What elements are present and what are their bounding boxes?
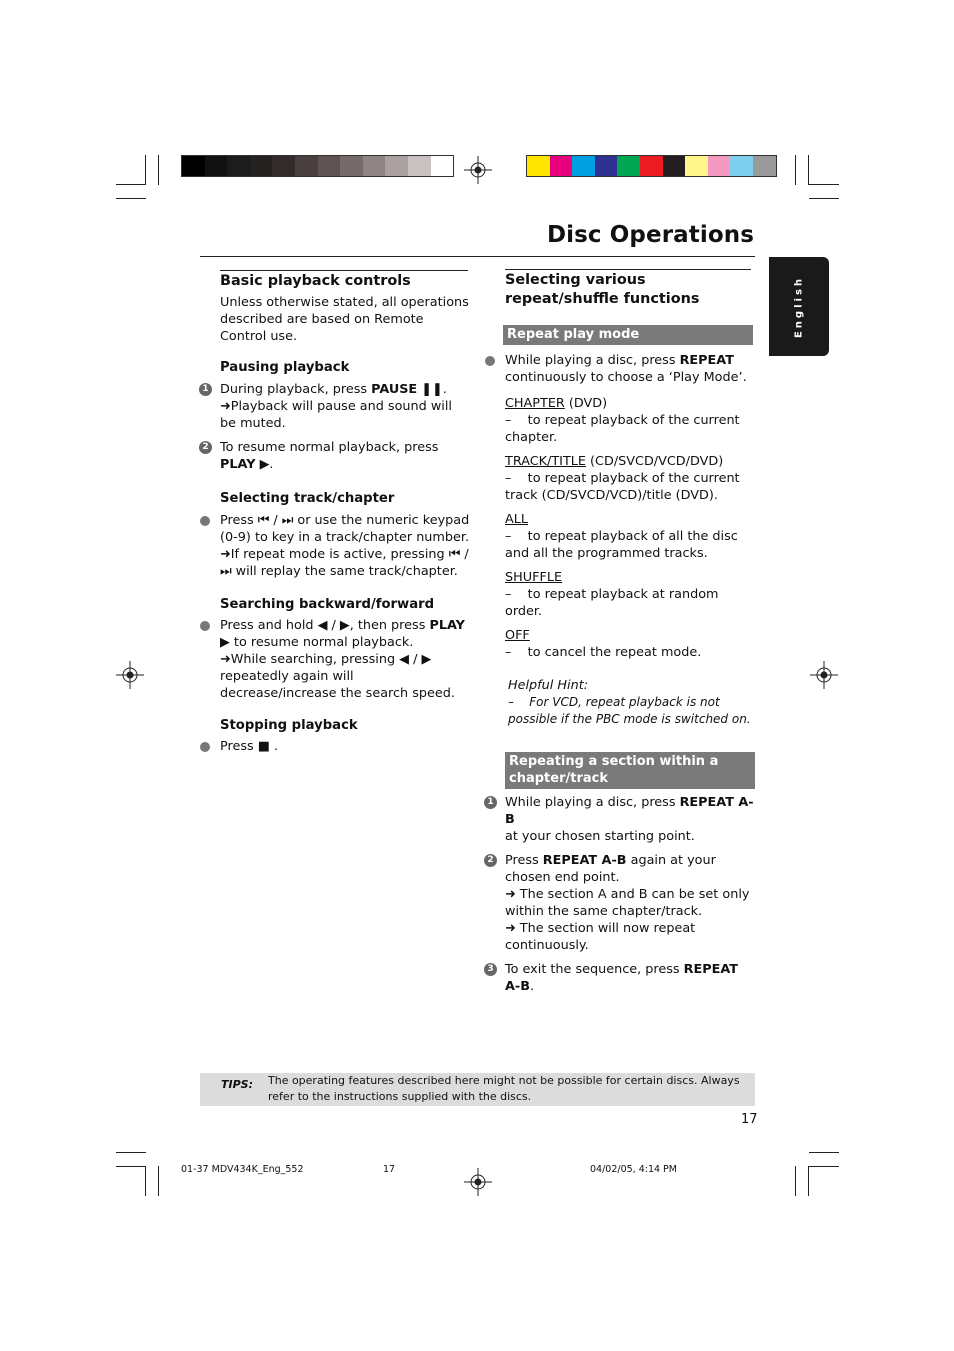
color-swatch [640,156,663,176]
section-rule [220,270,468,271]
crop-mark [116,1166,146,1167]
repeat-mode-desc-text: to repeat playback at random order. [505,587,719,619]
hint-title: Helpful Hint: [508,678,589,693]
step-text: Press [505,853,543,868]
step-number: 2 [484,854,497,867]
step-item [487,852,755,954]
step-result: While searching, pressing [230,652,396,667]
registration-mark-icon [464,156,492,184]
page-number: 17 [741,1112,758,1127]
page-title: Disc Operations [546,222,754,248]
step-text: To exit the sequence, press [505,962,684,977]
crop-mark [808,155,809,185]
color-swatch [730,156,753,176]
color-swatch [182,156,205,176]
repeat-mode-suffix: (CD/SVCD/VCD/DVD) [585,454,724,469]
color-swatch [385,156,408,176]
step-item: 1 During playback, press PAUSE ❚❚. ➜Playback will pause and sound will be muted. [220,381,470,432]
previous-icon: ⏮ [448,547,461,562]
color-swatch [595,156,618,176]
step-item [505,352,755,386]
play-icon: ▶ [259,457,270,472]
crop-mark [158,1166,159,1196]
right-arrow-icon: ▶ [421,652,432,667]
footer-date: 04/02/05, 4:14 PM [590,1164,677,1175]
color-swatch [550,156,573,176]
arrow-icon: ➜ [505,921,520,936]
color-swatch [685,156,708,176]
key-label: PLAY [220,457,256,472]
right-arrow-icon: ▶ [339,618,350,633]
step-item: 2 To resume normal playback, press PLAY ▶. [220,439,470,473]
repeat-mode-desc-text: to repeat playback of the current chapter. [505,413,740,445]
step-item: Press ■ . [220,738,470,755]
bullet-icon [200,621,210,631]
repeat-mode-item [505,511,755,562]
crop-mark [809,1152,839,1153]
step-text: continuously to choose a ‘Play Mode’. [505,370,747,385]
grayscale-calibration-bar [181,155,454,177]
language-tab [769,257,829,356]
arrow-icon: ➜ [220,399,231,414]
registration-mark-icon [464,1168,492,1196]
repeat-mode-title [505,453,755,470]
repeat-mode-name: TRACK/TITLE [505,454,586,469]
color-swatch [205,156,228,176]
crop-mark [795,155,796,185]
key-label: REPEAT [679,353,734,368]
stop-icon: ■ [257,739,270,754]
next-icon: ⏭ [281,513,294,528]
subheading-searching: Searching backward/forward [220,597,435,612]
crop-mark [158,155,159,185]
repeat-mode-desc: – to repeat playback of the current chapter. [505,413,740,445]
step-result: will replay the same track/chapter. [235,564,458,579]
crop-mark [145,1166,146,1196]
left-arrow-icon: ◀ [317,618,328,633]
step-number: 1 [199,383,212,396]
section-heading: Basic playback controls [220,273,411,289]
crop-mark [809,184,839,185]
color-swatch [295,156,318,176]
crop-mark [809,1166,839,1167]
footer-file: 01-37 MDV434K_Eng_552 [181,1164,304,1175]
color-swatch [363,156,386,176]
key-label: REPEAT A-B [505,962,739,994]
color-swatch [408,156,431,176]
hint-body: For VCD, repeat playback is not possible if the PBC mode is switched on. [508,695,751,726]
left-arrow-icon: ◀ [399,652,410,667]
language-tab-label: English [793,275,805,339]
step-item [487,794,755,845]
key-label: REPEAT A-B [542,853,627,868]
step-item [487,961,755,995]
step-text: . [529,979,535,994]
step-result: The section A and B can be set only within the same chapter/track. [505,887,750,919]
repeat-mode-name: OFF [505,628,530,643]
right-column [487,271,755,995]
pause-icon: ❚❚ [421,382,443,397]
hint-text: – For VCD, repeat playback is not possible if the PBC mode is switched on. [508,695,751,726]
step-text: During playback, press [220,382,372,397]
repeat-mode-name: SHUFFLE [505,570,563,585]
step-item: Press ⏮ / ⏭ or use the numeric keypad (0-9) to key in a track/chapter number. ➜If repeat mode is active, pressing ⏮ / ⏭ will replay the same track/chapter. [220,512,470,580]
subheading-stopping: Stopping playback [220,718,358,733]
previous-icon: ⏮ [257,513,270,528]
color-swatch [617,156,640,176]
key-label: PAUSE [371,382,418,397]
step-text: Press and hold [220,618,314,633]
repeat-mode-title [505,395,755,412]
repeat-mode-name: CHAPTER [505,396,565,411]
repeat-mode-list [505,395,755,661]
bullet-icon [200,742,210,752]
color-swatch [663,156,686,176]
section-heading: Selecting various repeat/shuffle functions [505,272,700,307]
step-text: to resume normal playback. [233,635,414,650]
section-band: Repeating a section within a chapter/track [505,752,755,789]
bullet-icon [485,356,495,366]
color-swatch [431,156,454,176]
step-result: repeatedly again will decrease/increase the search speed. [220,669,455,701]
tips-label: TIPS: [221,1078,253,1091]
color-swatch [527,156,550,176]
step-number: 1 [484,796,497,809]
repeat-mode-title [505,627,755,644]
repeat-mode-desc-text: to cancel the repeat mode. [527,645,702,660]
arrow-icon: ➜ [220,547,231,562]
crop-mark [145,155,146,185]
registration-mark-icon [810,661,838,689]
step-text: While playing a disc, press [505,353,680,368]
crop-mark [809,198,839,199]
left-column [202,272,470,755]
color-calibration-bar [526,155,777,177]
repeat-mode-desc: – to repeat playback of the current track (CD/SVCD/VCD)/title (DVD). [505,471,740,503]
repeat-mode-item [505,627,755,661]
crop-mark [116,1152,146,1153]
key-label: REPEAT A-B [505,795,754,827]
repeat-mode-item [505,569,755,620]
arrow-icon: ➜ [505,887,520,902]
crop-mark [795,1166,796,1196]
section-rule [505,269,751,270]
repeat-mode-title [505,569,755,586]
step-item: Press and hold ◀ / ▶, then press PLAY ▶ to resume normal playback. ➜While searching, pressing ◀ / ▶ repeatedly again will decrease/increase the search speed. [220,617,470,702]
step-text: Press [220,739,254,754]
intro-text: Unless otherwise stated, all operations described are based on Remote Control use. [220,295,469,344]
step-text: at your chosen starting point. [505,829,695,844]
step-text: , then press [349,618,430,633]
title-rule [200,256,755,257]
step-number: 3 [484,963,497,976]
repeat-mode-desc: – to repeat playback of all the disc and all the programmed tracks. [505,529,738,561]
crop-mark [808,1166,809,1196]
step-text: While playing a disc, press [505,795,680,810]
play-icon: ▶ [220,635,230,650]
subheading-pausing: Pausing playback [220,360,350,375]
repeat-mode-desc: – to repeat playback at random order. [505,587,719,619]
color-swatch [572,156,595,176]
color-swatch [708,156,731,176]
step-result: If repeat mode is active, pressing [230,547,445,562]
color-swatch [340,156,363,176]
subheading-selecting: Selecting track/chapter [220,491,395,506]
step-text: To resume normal playback, press [220,440,439,455]
footer-page: 17 [383,1164,396,1175]
arrow-icon: ➜ [220,652,231,667]
repeat-mode-desc: – to cancel the repeat mode. [505,645,702,660]
registration-mark-icon [116,661,144,689]
step-result: Playback will pause and sound will be muted. [220,399,452,431]
color-swatch [753,156,776,176]
key-label: PLAY [429,618,465,633]
repeat-mode-suffix: (DVD) [564,396,608,411]
repeat-mode-item [505,453,755,504]
crop-mark [116,198,146,199]
step-result: The section will now repeat continuously. [505,921,696,953]
step-number: 2 [199,441,212,454]
next-icon: ⏭ [220,564,232,579]
tips-text: The operating features described here might not be possible for certain discs. Always refer to the instructions supplied with the discs. [268,1074,740,1103]
color-swatch [318,156,341,176]
bullet-icon [200,516,210,526]
color-swatch [227,156,250,176]
section-band: Repeat play mode [503,325,753,345]
crop-mark [116,184,146,185]
tips-box [200,1073,755,1106]
repeat-mode-title [505,511,755,528]
repeat-mode-desc-text: to repeat playback of the current track (CD/SVCD/VCD)/title (DVD). [505,471,740,503]
color-swatch [272,156,295,176]
step-text: or use the numeric keypad (0-9) to key in a track/chapter number. [220,513,470,545]
repeat-mode-name: ALL [505,512,529,527]
repeat-mode-desc-text: to repeat playback of all the disc and all the programmed tracks. [505,529,738,561]
step-text: again at your chosen end point. [505,853,716,885]
step-text: Press [220,513,254,528]
repeat-mode-item [505,395,755,446]
color-swatch [250,156,273,176]
